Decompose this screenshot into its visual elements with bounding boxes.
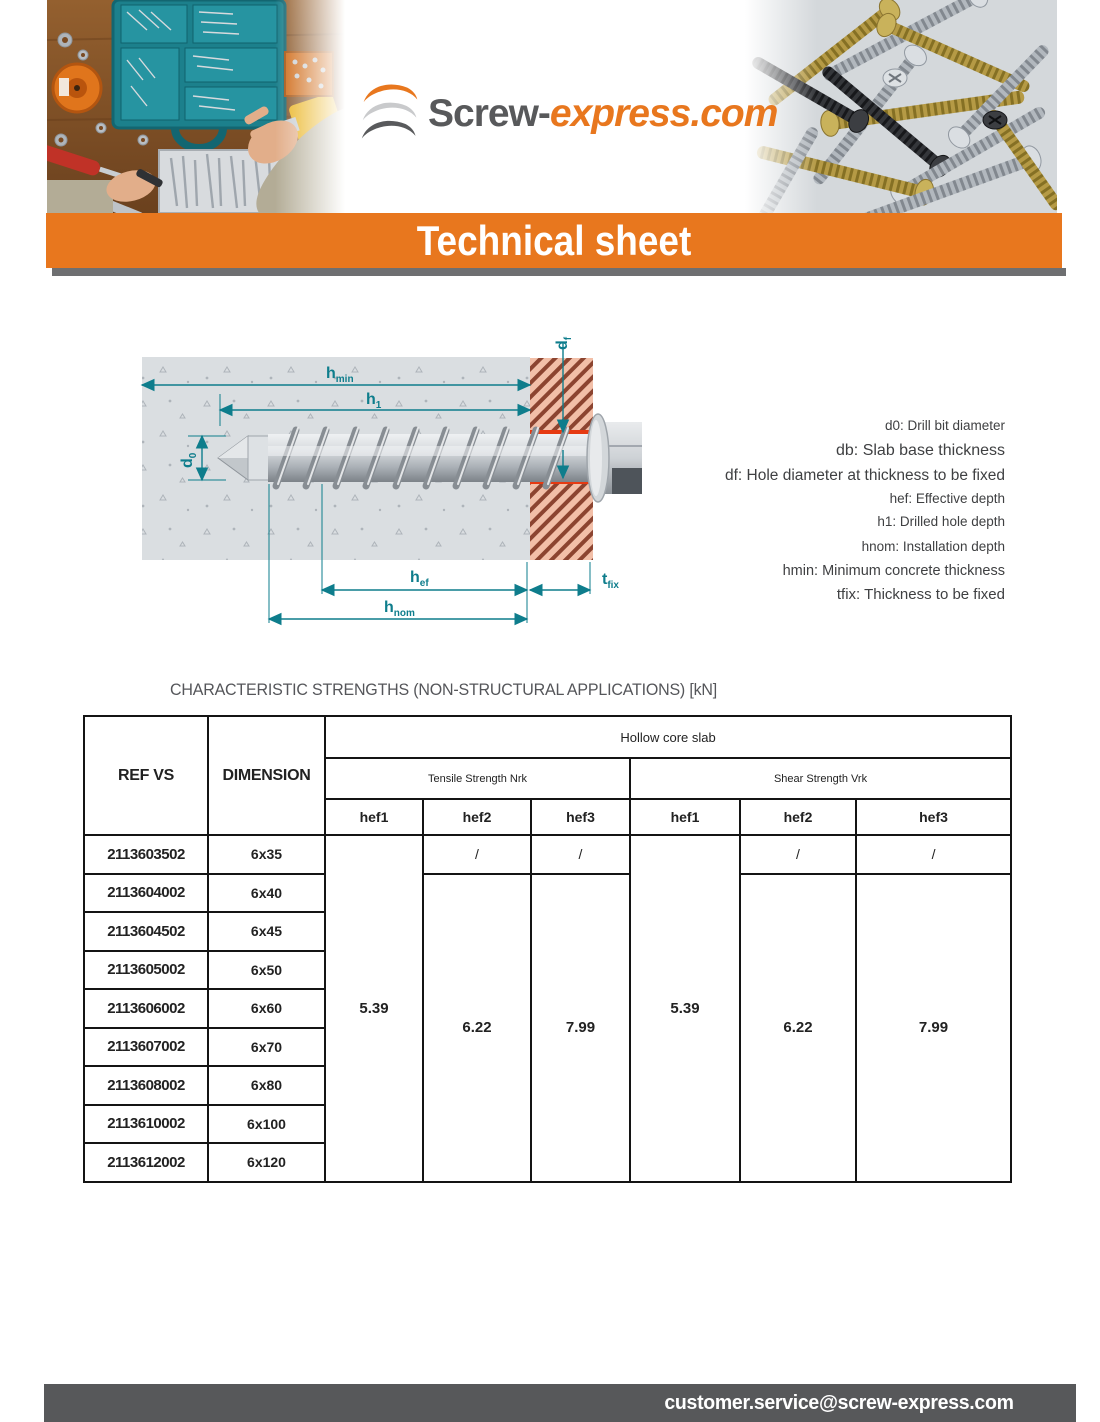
dimension-cell: 6x35 [208, 835, 325, 874]
shear-hef2-na: / [740, 835, 856, 874]
customer-service-email: customer.service@screw-express.com [664, 1391, 1014, 1414]
ref-cell: 2113610002 [84, 1105, 208, 1144]
shear-hef3-value: 7.99 [856, 874, 1011, 1182]
dimension-cell: 6x50 [208, 951, 325, 990]
header-dimension: DIMENSION [208, 716, 325, 835]
tape-measure-icon [53, 64, 101, 112]
dimension-cell: 6x70 [208, 1028, 325, 1067]
diagram-legend [525, 414, 1005, 606]
tensile-hef1-value: 5.39 [325, 835, 423, 1182]
ref-cell: 2113604002 [84, 874, 208, 913]
dimension-cell: 6x80 [208, 1066, 325, 1105]
shear-hef2-value: 6.22 [740, 874, 856, 1182]
header-tensile-hef3: hef3 [531, 799, 630, 835]
table-row [84, 835, 1011, 874]
shear-hef1-value: 5.39 [630, 835, 740, 1182]
header-shear-strength: Shear Strength Vrk [630, 758, 1011, 799]
ref-cell: 2113612002 [84, 1143, 208, 1182]
dimension-cell: 6x40 [208, 874, 325, 913]
legend-line-df: df: Hole diameter at thickness to be fixed [724, 467, 1005, 484]
dimension-cell: 6x45 [208, 912, 325, 951]
header-tensile-hef2: hef2 [423, 799, 531, 835]
footer-bar [44, 1384, 1076, 1422]
header-shear-hef1: hef1 [630, 799, 740, 835]
dim-label-d0: $d_0$ [179, 452, 199, 468]
header-tensile-strength: Tensile Strength Nrk [325, 758, 630, 799]
screws-pile-photo [745, 0, 1057, 213]
ref-cell: 2113608002 [84, 1066, 208, 1105]
legend-line-hef: hef: Effective depth [889, 491, 1005, 506]
banner-shadow-strip [52, 268, 1066, 276]
header-shear-hef2: hef2 [740, 799, 856, 835]
header-ref-vs: REF VS [84, 716, 208, 835]
header-tensile-hef1: hef1 [325, 799, 423, 835]
legend-line-d0: d0: Drill bit diameter [884, 418, 1005, 433]
dim-label-hnom: $h_{nom}$ [384, 599, 415, 619]
ref-cell: 2113606002 [84, 989, 208, 1028]
ref-cell: 2113607002 [84, 1028, 208, 1067]
legend-line-hmin: hmin: Minimum concrete thickness [782, 563, 1005, 579]
brand-logo [360, 72, 778, 156]
tensile-hef3-value: 7.99 [531, 874, 630, 1182]
banner-title: Technical sheet [416, 216, 692, 264]
organizer-box-icon [113, 0, 285, 148]
header-hollow-core-slab: Hollow core slab [325, 716, 1011, 758]
legend-line-hnom: hnom: Installation depth [861, 539, 1005, 554]
ref-cell: 2113603502 [84, 835, 208, 874]
dim-label-h1: $h_1$ [366, 391, 382, 411]
legend-line-h1: h1: Drilled hole depth [877, 514, 1005, 529]
logo-text-orange: express.com [549, 92, 778, 135]
ref-cell: 2113605002 [84, 951, 208, 990]
dimension-cell: 6x60 [208, 989, 325, 1028]
dim-label-df: $d_f$ [554, 336, 574, 350]
tensile-hef3-na: / [531, 835, 630, 874]
table-title: CHARACTERISTIC STRENGTHS (NON-STRUCTURAL APPLICATIONS) [kN] [170, 681, 718, 699]
dimension-cell: 6x120 [208, 1143, 325, 1182]
legend-line-tfix: tfix: Thickness to be fixed [836, 586, 1005, 603]
dimension-cell: 6x100 [208, 1105, 325, 1144]
dim-label-tfix: $t_{fix}$ [602, 571, 619, 591]
logo-text-dark: Screw- [428, 92, 550, 135]
dim-label-hef: $h_{ef}$ [410, 569, 429, 589]
screw-express-logo-icon [360, 78, 420, 150]
shear-hef3-na: / [856, 835, 1011, 874]
table-row [84, 874, 1011, 913]
legend-line-db: db: Slab base thickness [836, 442, 1005, 459]
characteristic-strengths-table [83, 715, 1012, 1183]
technical-sheet-banner [46, 213, 1062, 268]
header-shear-hef3: hef3 [856, 799, 1011, 835]
tensile-hef2-na: / [423, 835, 531, 874]
dim-label-hmin: $h_{min}$ [326, 365, 354, 385]
tensile-hef2-value: 6.22 [423, 874, 531, 1182]
workbench-photo [47, 0, 345, 213]
ref-cell: 2113604502 [84, 912, 208, 951]
